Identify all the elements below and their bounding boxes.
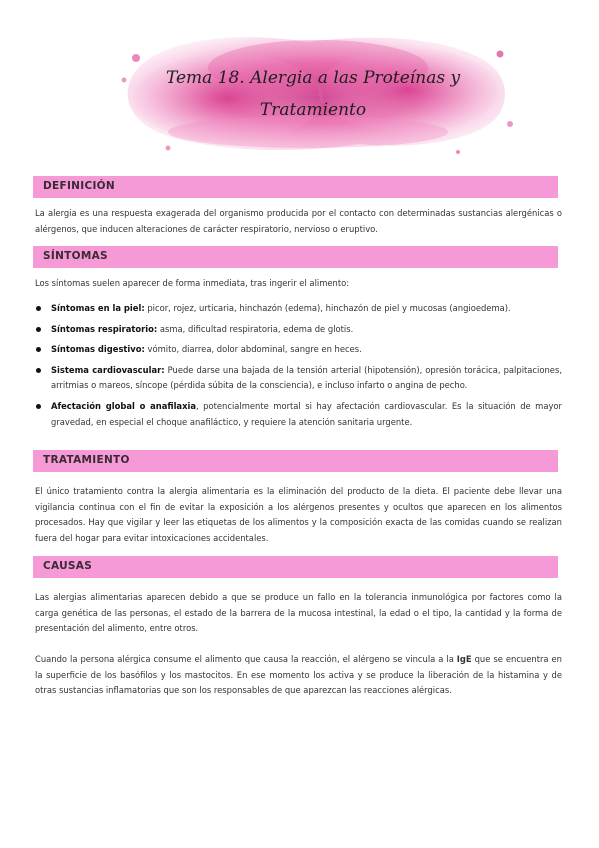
section-header-tratamiento bbox=[33, 450, 558, 472]
ige-term: IgE bbox=[456, 654, 472, 664]
causas-text-2 bbox=[35, 652, 562, 699]
symptom-label: Síntomas respiratorio: bbox=[51, 323, 158, 334]
list-item bbox=[35, 301, 562, 317]
list-item bbox=[35, 399, 562, 430]
symptom-text: vómito, diarrea, dolor abdominal, sangre en heces. bbox=[144, 344, 362, 355]
causas-text-1: Las alergias alimentarias aparecen debido a que se produce un fallo en la tolerancia inmunológica por factores como la carga genética de las personas, el estado de la barrera de la mucosa intestinal, la edad o el tipo, la cantidad y la forma de presentación del alimento, entre otros. bbox=[35, 592, 562, 634]
symptom-label: Síntomas digestivo: bbox=[51, 344, 145, 355]
list-item bbox=[35, 322, 562, 338]
symptom-text: , potencialmente mortal si hay afectación cardiovascular. Es la situación de mayor gravedad, en especial el choque anafiláctico, y requiere la atención sanitaria urgente. bbox=[51, 400, 562, 427]
page-title-line-1: Tema 18. Alergia a las Proteínas y bbox=[165, 68, 461, 88]
section-heading: TRATAMIENTO bbox=[43, 454, 130, 466]
symptom-text: asma, dificultad respiratoria, edema de glotis. bbox=[157, 323, 354, 334]
page-title bbox=[108, 62, 518, 126]
symptom-text: picor, rojez, urticaria, hinchazón (edema), hinchazón de piel y mucosas (angioedema). bbox=[144, 303, 511, 313]
section-header-definicion bbox=[33, 176, 558, 198]
section-heading: SÍNTOMAS bbox=[43, 250, 108, 262]
symptom-label: Sistema cardiovascular: bbox=[51, 364, 165, 375]
list-item bbox=[35, 342, 562, 358]
symptom-list bbox=[35, 301, 562, 435]
list-item bbox=[35, 363, 562, 394]
tratamiento-text: El único tratamiento contra la alergia alimentaria es la eliminación del producto de la dieta. El paciente debe llevar una vigilancia continua con el fin de evitar la exposición a los alérgenos presentes y ocultos que aparecen en los alimentos procesados. Hay que vigilar y leer las etiquetas de los alimentos y la composición exacta de las comidas cuando se realizan fuera del hogar para evitar intoxicaciones accidentales. bbox=[35, 486, 562, 543]
section-heading: DEFINICIÓN bbox=[43, 180, 115, 192]
symptom-label: Afectación global o anafilaxia bbox=[51, 400, 197, 411]
section-heading: CAUSAS bbox=[43, 560, 93, 572]
sintomas-intro: Los síntomas suelen aparecer de forma inmediata, tras ingerir el alimento: bbox=[35, 278, 350, 288]
causas-text-2-start: Cuando la persona alérgica consume el alimento que causa la reacción, el alérgeno se vincula a la bbox=[35, 654, 457, 664]
symptom-label: Síntomas en la piel: bbox=[51, 303, 145, 313]
section-header-sintomas bbox=[33, 246, 558, 268]
symptom-text: Puede darse una bajada de la tensión arterial (hipotensión), opresión torácica, palpitaciones, arritmias o mareos, síncope (pérdida súbita de la consciencia), e incluso infarto o angina de pecho. bbox=[51, 364, 562, 391]
causas-text-2-end: que se encuentra en la superficie de los basófilos y los mastocitos. En ese momento los activa y se produce la liberación de la histamina y de otras sustancias inflamatorias que son los responsables de que aparezcan las reacciones alérgicas. bbox=[35, 654, 562, 696]
section-header-causas bbox=[33, 556, 558, 578]
page-title-line-2: Tratamiento bbox=[259, 100, 367, 120]
title-banner bbox=[108, 28, 518, 160]
definicion-text: La alergia es una respuesta exagerada del organismo producida por el contacto con determinadas sustancias alergénicas o alérgenos, que inducen alteraciones de carácter respiratorio, nervioso o eruptivo. bbox=[35, 208, 562, 234]
